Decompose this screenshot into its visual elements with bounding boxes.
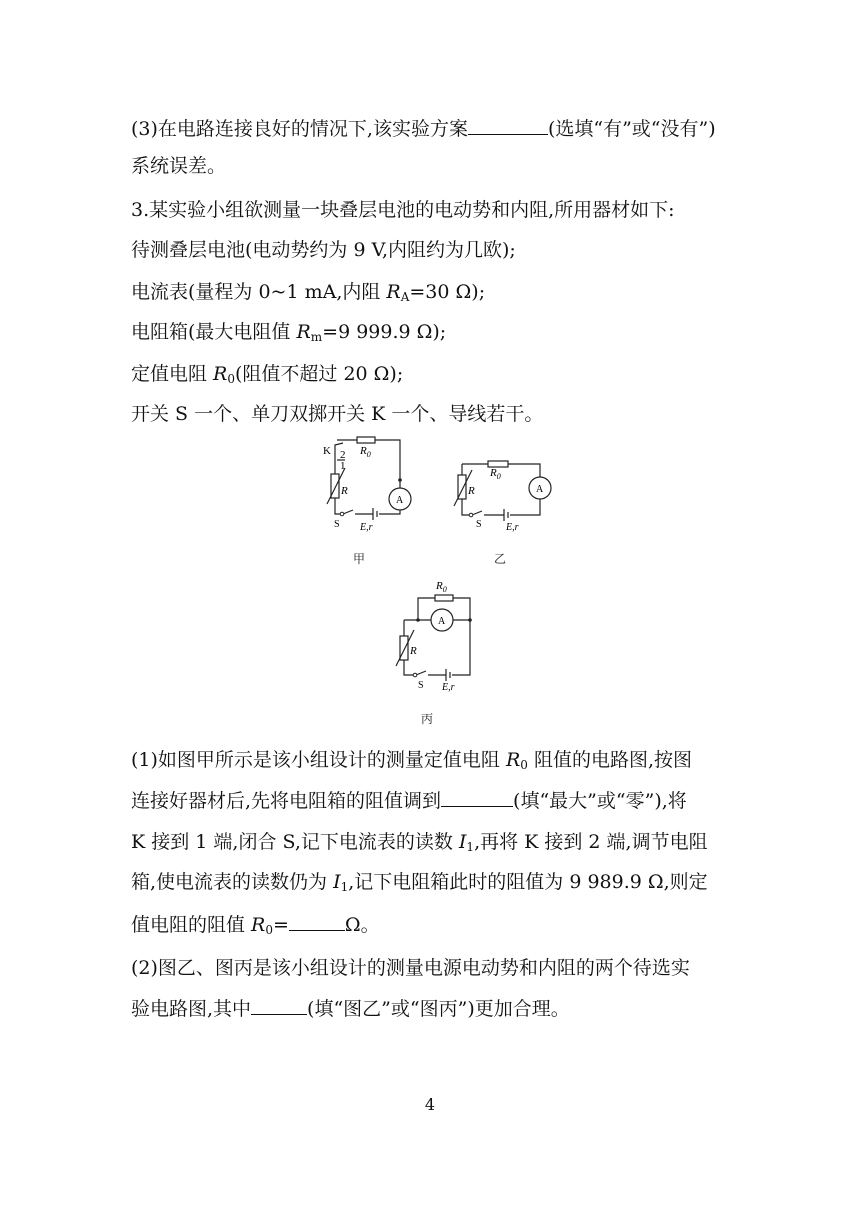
label-emf: E,r <box>506 522 519 533</box>
label-k: K <box>323 445 331 457</box>
junction-dot <box>416 618 420 622</box>
label-terminal-2: 2 <box>340 449 346 461</box>
question-3-part-1: (1)如图甲所示是该小组设计的测量定值电阻 $R_0$ 阻值的电路图,按图 <box>131 749 693 772</box>
text-line: 系统误差。 <box>131 155 227 177</box>
answer-blank[interactable] <box>441 788 513 807</box>
label-s: S <box>334 519 340 530</box>
label-r0: $R_0$ <box>436 580 447 594</box>
equipment-fixed-resistor: 定值电阻 $R_0$(阻值不超过 20 Ω); <box>131 363 404 386</box>
figure-caption-jia: 甲 <box>353 552 366 566</box>
label-emf: E,r <box>360 522 373 533</box>
junction-dot <box>398 478 402 482</box>
equipment-resistance-box: 电阻箱(最大电阻值 $R_m=9$ 999.9 Ω); <box>131 321 447 344</box>
label-s: S <box>418 680 424 691</box>
equipment-ammeter: 电流表(量程为 0~1 mA,内阻 $R_A=30$ Ω); <box>131 281 486 304</box>
equipment-switches: 开关 S 一个、单刀双掷开关 K 一个、导线若干。 <box>131 403 544 425</box>
ammeter-label: A <box>536 484 544 495</box>
junction-dot <box>468 618 472 622</box>
text-line: K 接到 1 端,闭合 S,记下电流表的读数 $I_1$,再将 K 接到 2 端,调节电阻 <box>131 831 708 854</box>
switch-contact <box>413 673 417 677</box>
question-3-stem: 3.某实验小组欲测量一块叠层电池的电动势和内阻,所用器材如下: <box>131 199 675 221</box>
question-3-part-2: (2)图乙、图丙是该小组设计的测量电源电动势和内阻的两个待选实 <box>131 957 690 979</box>
switch-contact <box>340 512 344 516</box>
circuit-diagram-jia <box>315 432 425 542</box>
label-r: R <box>410 645 417 657</box>
figure-caption-bing: 丙 <box>421 712 434 726</box>
answer-blank[interactable] <box>289 912 345 931</box>
label-s: S <box>476 519 482 530</box>
text-line: 值电阻的阻值 $R_0= \Omega$。 <box>131 914 380 937</box>
text-line: 验电路图,其中 (填“图乙”或“图丙”)更加合理。 <box>131 998 570 1020</box>
label-emf: E,r <box>442 682 455 693</box>
equipment-battery: 待测叠层电池(电动势约为 9 V,内阻约为几欧); <box>131 239 516 261</box>
label-r: R <box>468 485 475 497</box>
answer-blank[interactable] <box>251 996 307 1015</box>
ammeter-label: A <box>438 616 446 627</box>
page-number: 4 <box>424 1095 436 1114</box>
question-3-part-3: (3)在电路连接良好的情况下,该实验方案 (选填“有”或“没有”) <box>131 118 716 140</box>
label-terminal-1: 1 <box>340 460 346 472</box>
text-line: 箱,使电流表的读数仍为 $I_1$,记下电阻箱此时的阻值为 9 989.9 Ω,则定 <box>131 871 708 894</box>
circuit-diagram-yi <box>452 450 562 540</box>
figure-caption-yi: 乙 <box>494 552 507 566</box>
text-line: 连接好器材后,先将电阻箱的阻值调到 (填“最大”或“零”),将 <box>131 790 687 812</box>
answer-blank[interactable] <box>468 116 548 135</box>
label-r0: $R_0$ <box>490 467 501 481</box>
label-r0: $R_0$ <box>360 445 371 459</box>
circuit-diagram-bing <box>390 578 490 696</box>
label-r: R <box>341 485 348 497</box>
switch-contact <box>469 513 473 517</box>
ammeter-label: A <box>396 495 404 506</box>
